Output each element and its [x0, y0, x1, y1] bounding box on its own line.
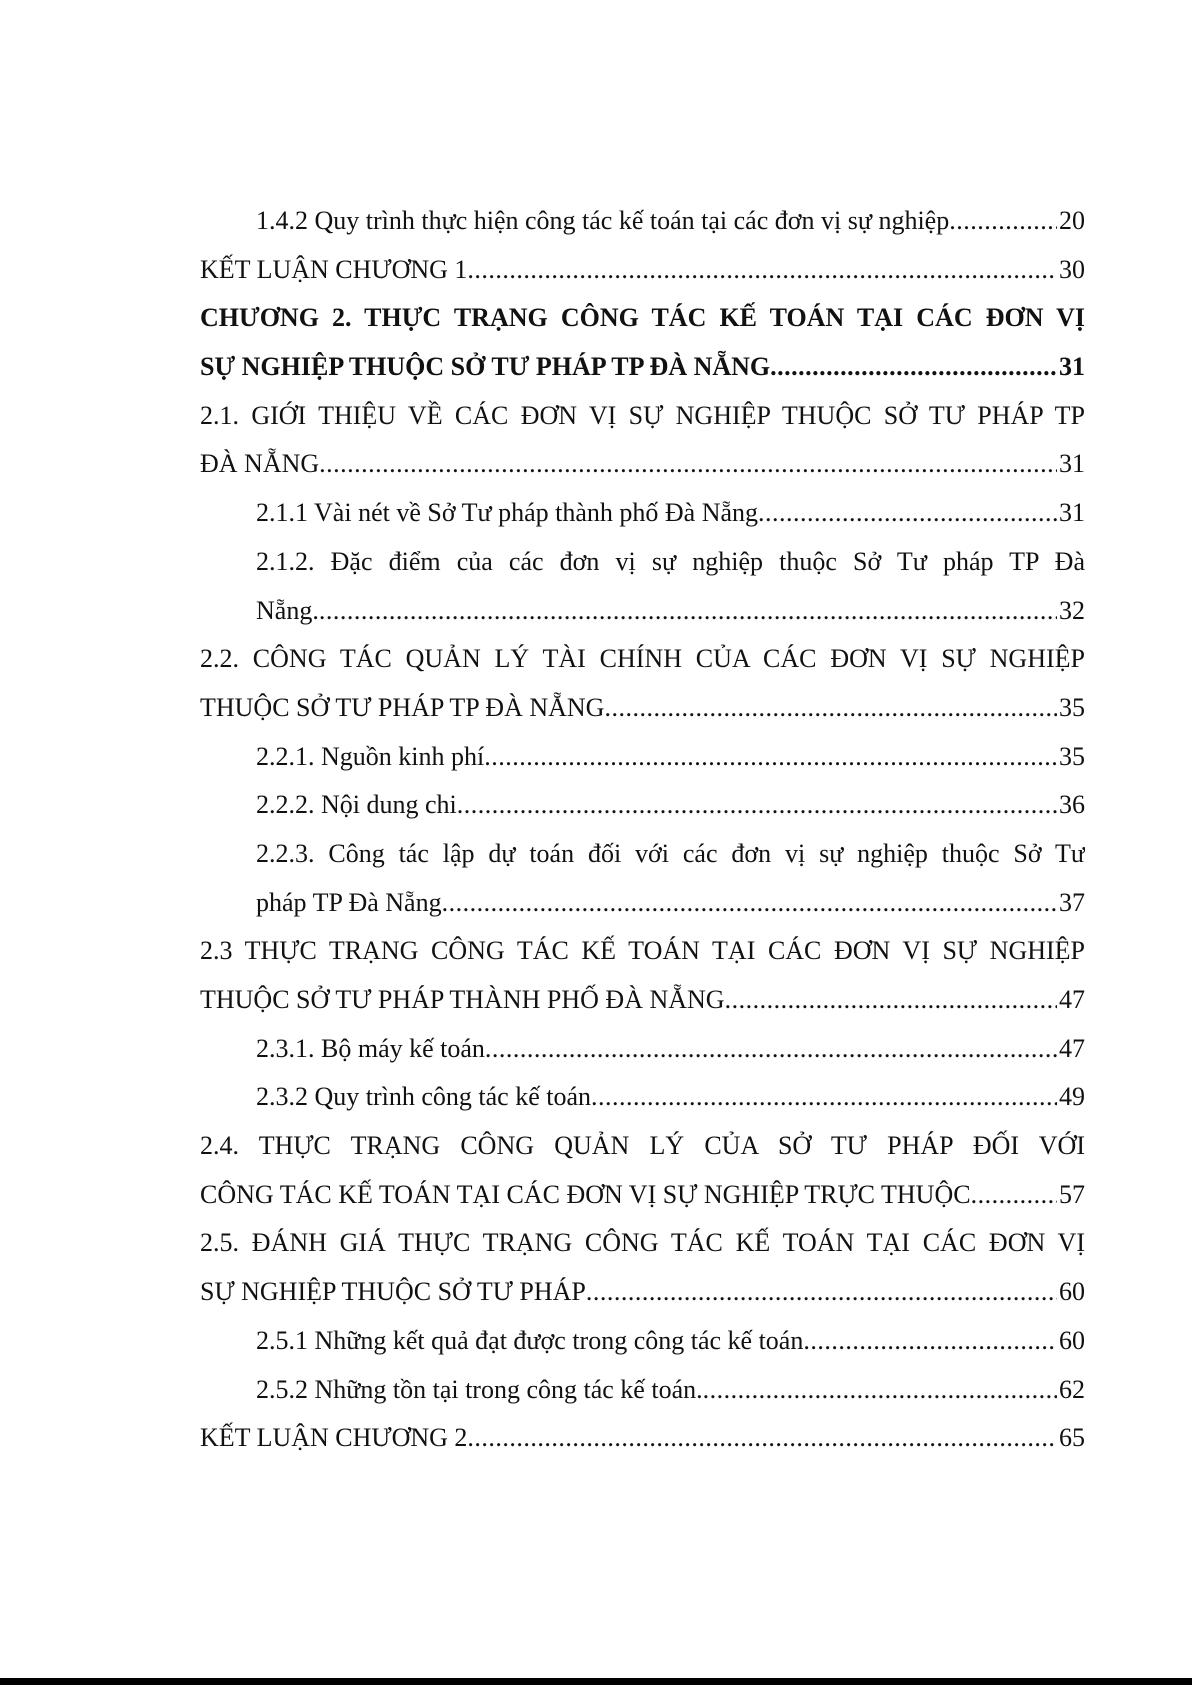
table-of-contents [200, 197, 1085, 1463]
toc-entry-2-1-2-line1[interactable]: 2.1.2. Đặc điểm của các đơn vị sự nghiệp thuộc Sở Tư pháp TP Đà [256, 546, 1085, 576]
toc-entry-2-1-2-line2[interactable] [200, 587, 1085, 636]
toc-leader-dots [725, 976, 1057, 1025]
toc-entry-title: 2.5.1 Những kết quả đạt được trong công tác kế toán [256, 1325, 804, 1355]
toc-entry-2-2-1[interactable] [200, 733, 1085, 782]
toc-entry-title: ĐÀ NẴNG [200, 449, 320, 479]
toc-page-number: 62 [1059, 1374, 1085, 1404]
toc-leader-dots [457, 781, 1057, 830]
toc-leader-dots [586, 1268, 1057, 1317]
toc-entry-title: THUỘC SỞ TƯ PHÁP THÀNH PHỐ ĐÀ NẴNG [200, 985, 725, 1014]
toc-entry-title: 2.1.1 Vài nét về Sở Tư pháp thành phố Đà Nẵng [256, 498, 759, 528]
toc-entry-title: 2.2.1. Nguồn kinh phí [256, 741, 485, 771]
toc-page-number: 35 [1059, 741, 1085, 771]
toc-entry-2-2-2[interactable] [200, 781, 1085, 830]
toc-page-number: 47 [1059, 1033, 1085, 1063]
toc-entry-2-3-2[interactable] [200, 1073, 1085, 1122]
toc-entry-2-4-line2[interactable] [200, 1171, 1085, 1220]
toc-leader-dots [803, 1317, 1057, 1366]
toc-entry-title: KẾT LUẬN CHƯƠNG 1 [200, 254, 468, 284]
toc-page-number: 57 [1059, 1179, 1085, 1209]
toc-entry-2-1-1[interactable] [200, 489, 1085, 538]
toc-entry-title: CÔNG TÁC KẾ TOÁN TẠI CÁC ĐƠN VỊ SỰ NGHIỆP TRỰC THUỘC [200, 1179, 971, 1209]
toc-leader-dots [319, 587, 1057, 636]
toc-leader-dots [485, 1025, 1057, 1074]
toc-page-number: 31 [1059, 498, 1085, 528]
toc-entry-title: 2.5.2 Những tồn tại trong công tác kế toán. [256, 1374, 703, 1404]
toc-leader-dots [467, 246, 1057, 295]
toc-entry-2-5-line2[interactable] [200, 1268, 1085, 1317]
toc-entry-2-2-3-line2[interactable] [200, 879, 1085, 928]
toc-page-number: 32 [1059, 595, 1085, 625]
toc-leader-dots [949, 197, 1057, 246]
toc-page-number: 60 [1059, 1325, 1085, 1355]
toc-entry-title: KẾT LUẬN CHƯƠNG 2 [200, 1423, 468, 1453]
toc-entry-title: Nẵng. [256, 595, 319, 625]
toc-leader-dots [442, 879, 1057, 928]
toc-page-number: 35 [1059, 692, 1085, 722]
toc-page-number: 30 [1059, 254, 1085, 284]
toc-entry-2-5-1[interactable] [200, 1317, 1085, 1366]
toc-entry-title: 2.3.2 Quy trình công tác kế toán [256, 1082, 592, 1112]
toc-leader-dots [484, 733, 1057, 782]
toc-entry-2-1-line2[interactable] [200, 440, 1085, 489]
toc-entry-2-1-line1[interactable]: 2.1. GIỚI THIỆU VỀ CÁC ĐƠN VỊ SỰ NGHIỆP THUỘC SỞ TƯ PHÁP TP [200, 400, 1085, 430]
toc-page-number: 37 [1059, 887, 1085, 917]
toc-page-number: 31 [1059, 449, 1085, 479]
toc-page-number: 60 [1059, 1277, 1085, 1307]
toc-page-number: 20 [1059, 206, 1085, 235]
toc-leader-dots [758, 489, 1057, 538]
toc-entry-title: SỰ NGHIỆP THUỘC SỞ TƯ PHÁP TP ĐÀ NẴNG [200, 352, 771, 382]
toc-entry-title: pháp TP Đà Nẵng [256, 887, 442, 917]
toc-leader-dots [467, 1414, 1057, 1463]
toc-page-number: 36 [1059, 790, 1085, 820]
toc-entry-ket-luan-chuong-1[interactable] [200, 246, 1085, 295]
toc-entry-2-4-line1[interactable]: 2.4. THỰC TRẠNG CÔNG QUẢN LÝ CỦA SỞ TƯ PHÁP ĐỐI VỚI [200, 1131, 1085, 1161]
toc-entry-title: THUỘC SỞ TƯ PHÁP TP ĐÀ NẴNG [200, 692, 605, 722]
toc-leader-dots [591, 1073, 1057, 1122]
toc-page-number: 65 [1059, 1423, 1085, 1453]
toc-entry-title: 2.3.1. Bộ máy kế toán [256, 1033, 485, 1063]
page-bottom-edge [0, 1678, 1192, 1685]
toc-entry-2-2-line1[interactable]: 2.2. CÔNG TÁC QUẢN LÝ TÀI CHÍNH CỦA CÁC ĐƠN VỊ SỰ NGHIỆP [200, 644, 1085, 674]
toc-entry-chuong-2-line1[interactable]: CHƯƠNG 2. THỰC TRẠNG CÔNG TÁC KẾ TOÁN TẠI CÁC ĐƠN VỊ [200, 303, 1085, 333]
toc-entry-title: 2.2.2. Nội dung chi [256, 790, 457, 820]
toc-entry-1-4-2[interactable] [200, 197, 1085, 246]
toc-leader-dots [604, 684, 1057, 733]
toc-entry-title: 1.4.2 Quy trình thực hiện công tác kế toán tại các đơn vị sự nghiệp [256, 206, 950, 235]
toc-leader-dots [770, 343, 1057, 392]
toc-entry-chuong-2-line2[interactable] [200, 343, 1085, 392]
toc-entry-2-2-line2[interactable] [200, 684, 1085, 733]
toc-entry-2-3-line1[interactable]: 2.3 THỰC TRẠNG CÔNG TÁC KẾ TOÁN TẠI CÁC ĐƠN VỊ SỰ NGHIỆP [200, 936, 1085, 966]
toc-page-number: 31 [1059, 352, 1085, 382]
toc-entry-ket-luan-chuong-2[interactable] [200, 1414, 1085, 1463]
toc-entry-2-3-1[interactable] [200, 1025, 1085, 1074]
toc-entry-2-5-line1[interactable]: 2.5. ĐÁNH GIÁ THỰC TRẠNG CÔNG TÁC KẾ TOÁN TẠI CÁC ĐƠN VỊ [200, 1228, 1085, 1258]
toc-entry-2-3-line2[interactable] [200, 976, 1085, 1025]
toc-entry-2-2-3-line1[interactable]: 2.2.3. Công tác lập dự toán đối với các đơn vị sự nghiệp thuộc Sở Tư [256, 838, 1085, 868]
toc-page-number: 49 [1059, 1082, 1085, 1112]
toc-leader-dots [319, 440, 1057, 489]
toc-leader-dots [971, 1171, 1057, 1220]
toc-page-number: 47 [1059, 985, 1085, 1014]
toc-leader-dots [703, 1366, 1057, 1415]
toc-entry-2-5-2[interactable] [200, 1366, 1085, 1415]
toc-entry-title: SỰ NGHIỆP THUỘC SỞ TƯ PHÁP [200, 1277, 586, 1307]
